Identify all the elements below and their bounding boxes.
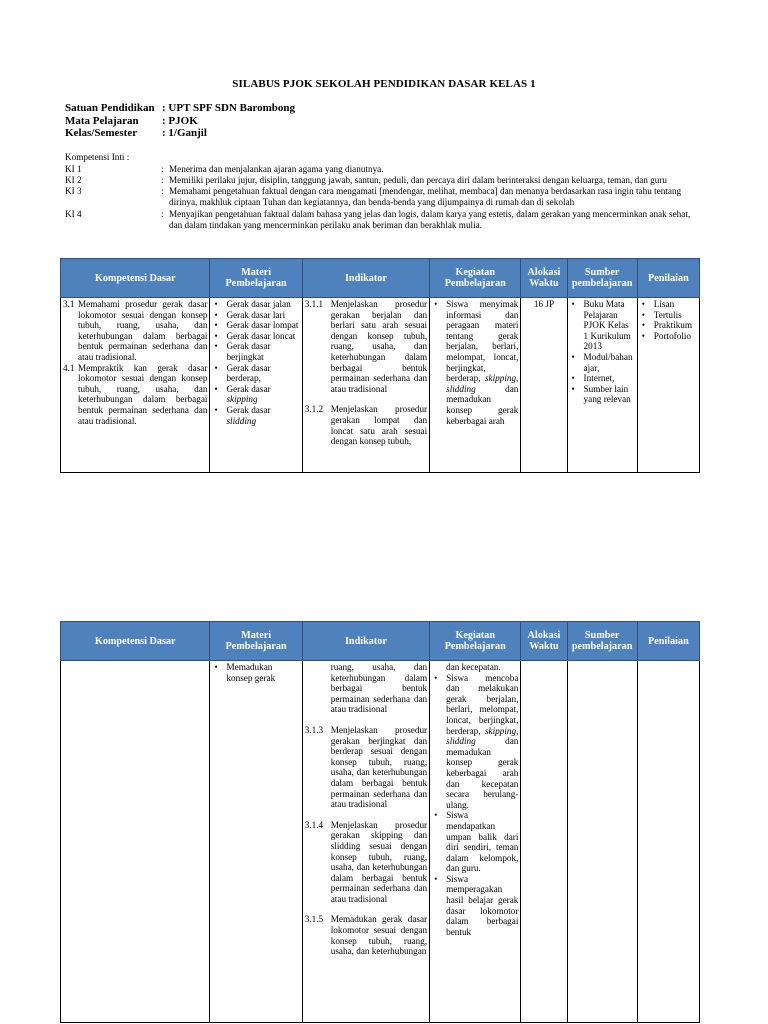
ki-colon: :: [161, 163, 164, 174]
ki-colon: :: [161, 186, 164, 197]
kd-number: 4.1: [63, 362, 75, 373]
cell-alokasi: [521, 661, 567, 1023]
kompetensi-inti: [65, 152, 705, 231]
italic-term: slidding: [446, 736, 476, 747]
italic-term: slidding: [226, 415, 257, 426]
list-item: [432, 673, 518, 811]
list-item: dan kecepatan.: [446, 662, 501, 672]
info-row-kelas: [65, 127, 295, 140]
cell-kegiatan: [430, 661, 521, 1023]
ki-text: Menerima dan menjalankan ajaran agama yang dianutnya.: [169, 163, 384, 174]
list-item: • Lisan: [640, 299, 697, 310]
indicator-item: [305, 914, 427, 956]
ki-text: Memahami pengetahuan faktual dengan cara mengamati [mendengar, melihat, membaca] dan menanya berdasarkan rasa ingin tahu tentang dirinya, makhluk ciptaan Tuhan dan kegiatannya, dan benda-benda yang dijumpainya di rumah dan di sekolah: [169, 186, 682, 208]
info-label: Kelas/Semester: [65, 127, 138, 139]
indicator-text: Menjelaskan prosedur gerakan lompat dan loncat satu arah sesuai dengan konsep tubuh,: [330, 404, 428, 447]
cell-penilaian: [637, 661, 699, 1023]
kd-text: Mempraktik kan gerak dasar lokomotor sesuai dengan konsep tubuh, ruang, usaha, dan keterhubungan dalam berbagai bentuk permainan sederhana dan atau tradisional.: [78, 362, 208, 426]
indicator-number: 3.1.5: [304, 914, 324, 925]
indicator-number: 3.1.3: [304, 724, 324, 735]
indicator-text: Memadukan gerak dasar lokomotor sesuai dengan konsep tubuh, ruang, usaha, dan keterhubungan: [330, 914, 428, 957]
table-row: [61, 298, 700, 473]
ki-item: [65, 164, 705, 175]
kegiatan-text: dan memadukan konsep gerak keberbagai arah: [446, 383, 519, 426]
list-item: • Siswa mendapatkan umpan balik dari diri sendiri, teman dalam kelompok, dan guru.: [432, 810, 518, 874]
kd-item: [63, 299, 207, 363]
info-row-satuan: [65, 102, 295, 115]
indicator-number: 3.1.1: [304, 299, 324, 309]
table-header-row: [61, 622, 700, 661]
list-item: • Gerak dasar: [212, 384, 299, 395]
ki-heading: Kompetensi Inti :: [65, 152, 130, 162]
cell-materi: [210, 661, 302, 1023]
header-kegiatan: Kegiatan Pembelajaran: [430, 622, 521, 661]
ki-item: [65, 175, 705, 186]
list-item: • Gerak dasar: [212, 405, 299, 416]
list-item: • Gerak dasar lompat: [212, 320, 299, 331]
indicator-item: [305, 404, 427, 446]
ki-item: [65, 186, 705, 208]
kd-text: Memahami prosedur gerak dasar lokomotor sesuai dengan konsep tubuh, ruang, usaha, dan keterhubungan dalam berbagai bentuk permainan sederhana dan atau tradisional.: [78, 299, 208, 362]
list-item: • Sumber lain yang relevan: [570, 384, 635, 405]
info-value: : 1/Ganjil: [162, 127, 207, 139]
indicator-item: [305, 299, 427, 394]
kd-item: [63, 363, 207, 427]
italic-term: skipping,: [484, 373, 519, 384]
header-materi: Materi Pembelajaran: [210, 259, 302, 298]
list-item: • Gerak dasar berderap,: [212, 363, 299, 384]
list-item: • Portofolio: [640, 331, 697, 342]
header-penilaian: Penilaian: [637, 622, 699, 661]
italic-term: slidding: [446, 383, 476, 394]
identity-block: [65, 102, 295, 140]
list-item: • Gerak dasar berjingkat: [212, 341, 299, 362]
ki-code: KI 1: [65, 163, 82, 174]
list-item: • Gerak dasar loncat: [212, 331, 299, 342]
header-indikator: Indikator: [302, 622, 429, 661]
header-kompetensi-dasar: Kompetensi Dasar: [61, 622, 210, 661]
kd-number: 3.1: [63, 299, 75, 309]
indicator-text: Menjelaskan prosedur gerakan berjingkat dan berderap sesuai dengan konsep tubuh, ruang, usaha, dan keterhubungan dalam berbagai bentuk permainan sederhana dan atau tradisional: [330, 724, 428, 810]
indicator-text: Menjelaskan prosedur gerakan skipping dan slidding sesuai dengan konsep tubuh, ruang, usaha, dan keterhubungan dalam berbagai bentuk permainan sederhana dan atau tradisional: [330, 819, 428, 904]
syllabus-table-page-2: [60, 621, 700, 1023]
cell-sumber: [567, 661, 637, 1023]
info-value: : PJOK: [162, 114, 198, 127]
indicator-number: 3.1.2: [304, 404, 324, 415]
cell-kompetensi-dasar: [61, 661, 210, 1023]
header-alokasi: Alokasi Waktu: [521, 622, 567, 661]
cell-kegiatan: [430, 298, 521, 473]
list-item: • Siswa memperagakan hasil belajar gerak dasar lokomotor dalam berbagai bentuk: [432, 874, 518, 938]
ki-colon: :: [161, 208, 164, 219]
header-penilaian: Penilaian: [637, 259, 699, 298]
header-sumber: Sumber pembelajaran: [567, 622, 637, 661]
list-item: • Tertulis: [640, 310, 697, 321]
cell-materi: [210, 298, 302, 473]
list-item: [212, 394, 299, 405]
kegiatan-text: Siswa menyimak informasi dan peragaan materi tentang gerak berjalan, berlari, melompat, loncat, berjingkat, berderap,: [446, 299, 519, 384]
ki-code: KI 2: [65, 174, 82, 185]
indicator-item: [305, 725, 427, 810]
info-label: Satuan Pendidikan: [65, 102, 155, 114]
cell-indikator: [302, 661, 429, 1023]
ki-text: Menyajikan pengetahuan faktual dalam bahasa yang jelas dan logis, dalam karya yang estetis, dalam gerakan yang mencerminkan anak sehat, dan dalam tindakan yang mencerminkan perilaku anak beriman dan berakhlak mulia.: [169, 208, 691, 230]
list-item: • Gerak dasar jalan: [212, 299, 299, 310]
info-value: : UPT SPF SDN Barombong: [162, 102, 296, 114]
cell-indikator: [302, 298, 429, 473]
list-item: [212, 416, 299, 427]
ki-code: KI 4: [65, 208, 82, 219]
indicator-text: Menjelaskan prosedur gerakan berjalan dan berlari satu arah sesuai dengan konsep tubuh, ruang, usaha, dan keterhubungan dalam berbagai bentuk permainan sederhana dan atau tradisional: [330, 299, 428, 394]
header-alokasi: Alokasi Waktu: [521, 259, 567, 298]
header-kompetensi-dasar: Kompetensi Dasar: [61, 259, 210, 298]
cell-penilaian: [637, 298, 699, 473]
list-item: • Internet,: [570, 373, 635, 384]
indicator-continuation: ruang, usaha, dan keterhubungan dalam berbagai bentuk permainan sederhana dan atau tradisional: [330, 662, 428, 715]
ki-item: [65, 209, 705, 231]
header-sumber: Sumber pembelajaran: [567, 259, 637, 298]
table-header-row: [61, 259, 700, 298]
document-title: SILABUS PJOK SEKOLAH PENDIDIKAN DASAR KELAS 1: [232, 78, 536, 90]
list-item: [432, 299, 518, 426]
ki-colon: :: [161, 174, 164, 185]
header-indikator: Indikator: [302, 259, 429, 298]
cell-sumber: [567, 298, 637, 473]
list-item: • Praktikum: [640, 320, 697, 331]
ki-text: Memiliki perilaku jujur, disiplin, tanggung jawab, santun, peduli, dan percaya diri dalam berinteraksi dengan keluarga, teman, dan guru: [169, 174, 667, 185]
syllabus-table-page-1: [60, 258, 700, 473]
indicator-item: [305, 820, 427, 905]
cell-alokasi: 16 JP: [521, 298, 567, 473]
indicator-number: 3.1.4: [304, 819, 324, 830]
cell-kompetensi-dasar: [61, 298, 210, 473]
italic-term: skipping,: [484, 725, 519, 736]
kegiatan-text: Siswa mencoba dan melakukan gerak berjalan, berlari, melompat, loncat, berjingkat, berderap,: [446, 672, 519, 736]
info-row-mapel: [65, 115, 295, 128]
ki-code: KI 3: [65, 186, 82, 197]
header-materi: Materi Pembelajaran: [210, 622, 302, 661]
info-label: Mata Pelajaran: [65, 114, 139, 127]
header-kegiatan: Kegiatan Pembelajaran: [430, 259, 521, 298]
table-row: [61, 661, 700, 1023]
list-item: • Buku Mata Pelajaran PJOK Kelas 1 Kurikulum 2013: [570, 299, 635, 352]
list-item: • Modul/bahan ajar,: [570, 352, 635, 373]
italic-term: skipping: [226, 394, 258, 405]
list-item: • Memadukan konsep gerak: [212, 662, 299, 683]
kegiatan-text: dan memadukan konsep gerak keberbagai arah dan kecepatan secara berulang-ulang.: [446, 736, 519, 810]
list-item: • Gerak dasar lari: [212, 310, 299, 321]
